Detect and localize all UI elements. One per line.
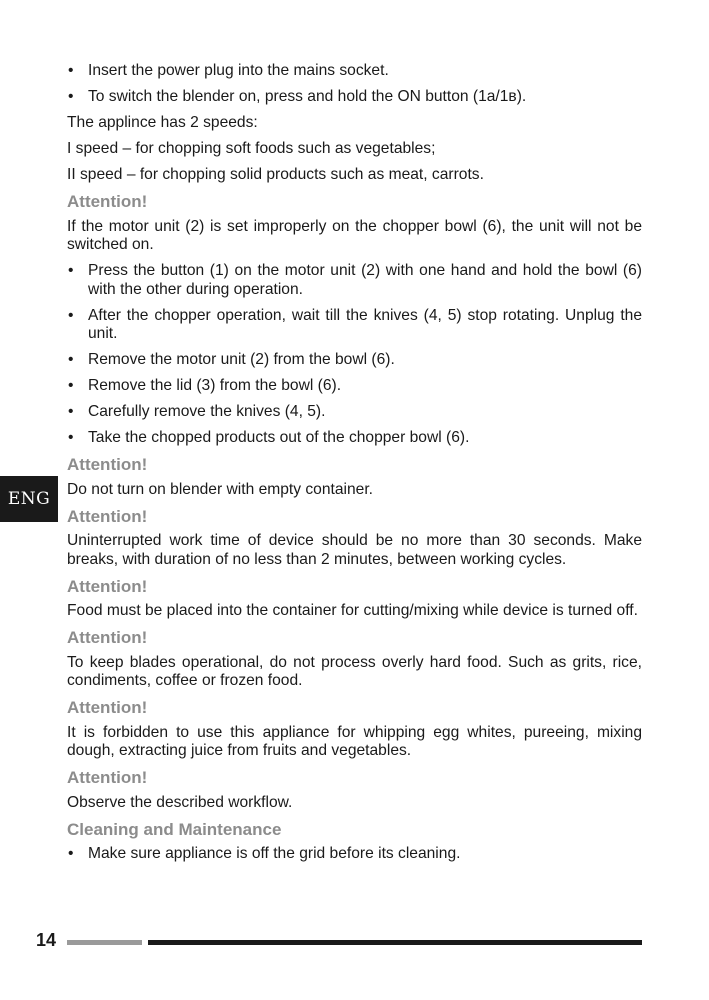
list-item [67,62,642,81]
bullet-icon: • [68,351,74,368]
bullet-icon: • [68,262,74,279]
list-item-text: Take the chopped products out of the chopper bowl (6). [88,429,470,446]
section-heading: Attention! [67,576,148,596]
bullet-icon: • [68,845,74,862]
list-item [67,403,642,422]
bullet-icon: • [68,403,74,420]
list-item [67,429,642,448]
list-item-text: To switch the blender on, press and hold the ON button (1a/1в). [88,88,527,105]
list-item-text: Remove the lid (3) from the bowl (6). [88,377,342,394]
bullet-icon: • [68,62,74,79]
bullet-icon: • [68,429,74,446]
list-item [67,351,642,370]
section-heading: Attention! [67,506,148,526]
list-item-text: Insert the power plug into the mains socket. [88,62,389,79]
list-item-text: Remove the motor unit (2) from the bowl (6). [88,351,395,368]
bullet-icon: • [68,377,74,394]
list-item-text: Make sure appliance is off the grid before its cleaning. [88,845,461,862]
section-heading: Attention! [67,628,148,647]
list-item-text: After the chopper operation, wait till the knives (4, 5) stop rotating. Unplug the unit. [88,306,642,342]
paragraph: To keep blades operational, do not process overly hard food. Such as grits, rice, condiments, coffee or frozen food. [67,653,642,689]
list-item [67,88,642,107]
section-heading: Attention! [67,768,148,787]
paragraph: Food must be placed into the container for cutting/mixing while device is turned off. [67,602,638,619]
list-item-text: Press the button (1) on the motor unit (2) with one hand and hold the bowl (6) with the other during operation. [88,262,642,298]
list-item [67,307,642,344]
paragraph: Observe the described workflow. [67,793,293,811]
language-tab: ENG [0,476,58,522]
paragraph: Do not turn on blender with empty container. [67,480,373,498]
list-item [67,377,642,396]
section-heading: Attention! [67,698,148,717]
footer-rule-gray [67,940,142,945]
paragraph: If the motor unit (2) is set improperly on the chopper bowl (6), the unit will not be switched on. [67,217,642,253]
footer-rule-black [148,940,642,945]
list-item [67,262,642,299]
section-heading: Cleaning and Maintenance [67,819,282,839]
section-heading: Attention! [67,455,148,474]
paragraph: Uninterrupted work time of device should be no more than 30 seconds. Make breaks, with duration of no less than 2 minutes, between working cycles. [67,532,642,568]
bullet-icon: • [68,88,74,105]
manual-content [67,62,642,871]
list-item [67,845,642,864]
section-heading: Attention! [67,192,148,211]
page-number: 14 [36,930,57,950]
bullet-icon: • [68,306,74,324]
paragraph: I speed – for chopping soft foods such as vegetables; [67,140,436,157]
paragraph: II speed – for chopping solid products such as meat, carrots. [67,166,484,183]
list-item-text: Carefully remove the knives (4, 5). [88,403,326,420]
paragraph: It is forbidden to use this appliance for whipping egg whites, pureeing, mixing dough, extracting juice from fruits and vegetables. [67,723,642,759]
paragraph: The applince has 2 speeds: [67,114,258,131]
